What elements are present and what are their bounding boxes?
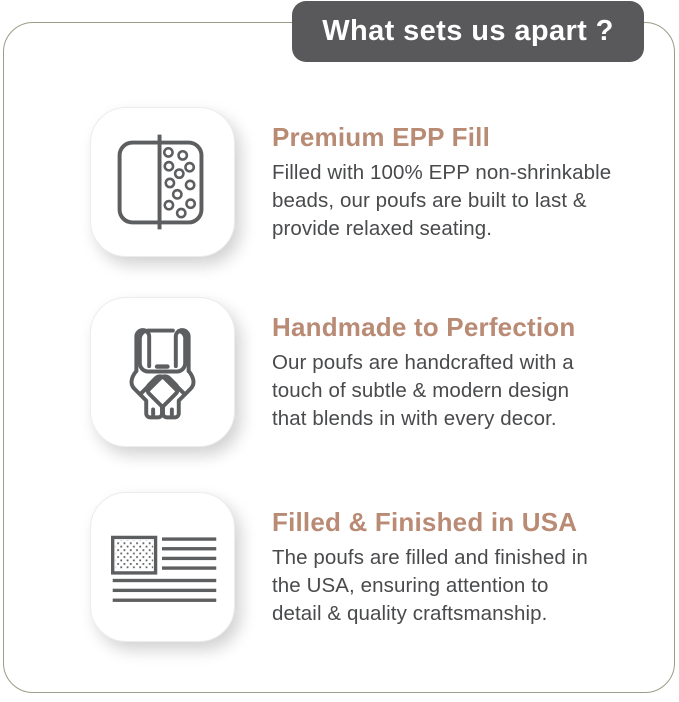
hands-holding-pouf-icon [91,297,234,447]
epp-beads-icon [91,107,234,257]
description-line: beads, our poufs are built to last & [272,189,587,212]
feature-row-usa [90,492,647,642]
feature-row-handmade [90,297,647,447]
feature-text-block [272,107,647,257]
feature-text-block [272,492,647,642]
icon-card [90,107,235,257]
usa-flag-icon [91,492,234,642]
icon-card [90,297,235,447]
description-line: Our poufs are handcrafted with a [272,351,574,374]
header-title: What sets us apart ? [322,15,614,47]
description-line: detail & quality craftsmanship. [272,602,548,625]
header-banner [292,1,644,62]
description-line: provide relaxed seating. [272,217,493,240]
feature-title: Premium EPP Fill [272,122,491,152]
icon-card [90,492,235,642]
feature-description [272,544,647,628]
feature-title: Filled & Finished in USA [272,507,578,537]
feature-text-block [272,297,647,447]
description-line: The poufs are filled and finished in [272,546,588,569]
description-line: touch of subtle & modern design [272,379,570,402]
feature-description [272,159,647,243]
feature-row-epp-fill [90,107,647,257]
feature-description [272,349,647,433]
description-line: Filled with 100% EPP non-shrinkable [272,161,612,184]
feature-title: Handmade to Perfection [272,312,576,342]
description-line: the USA, ensuring attention to [272,574,549,597]
description-line: that blends in with every decor. [272,407,557,430]
